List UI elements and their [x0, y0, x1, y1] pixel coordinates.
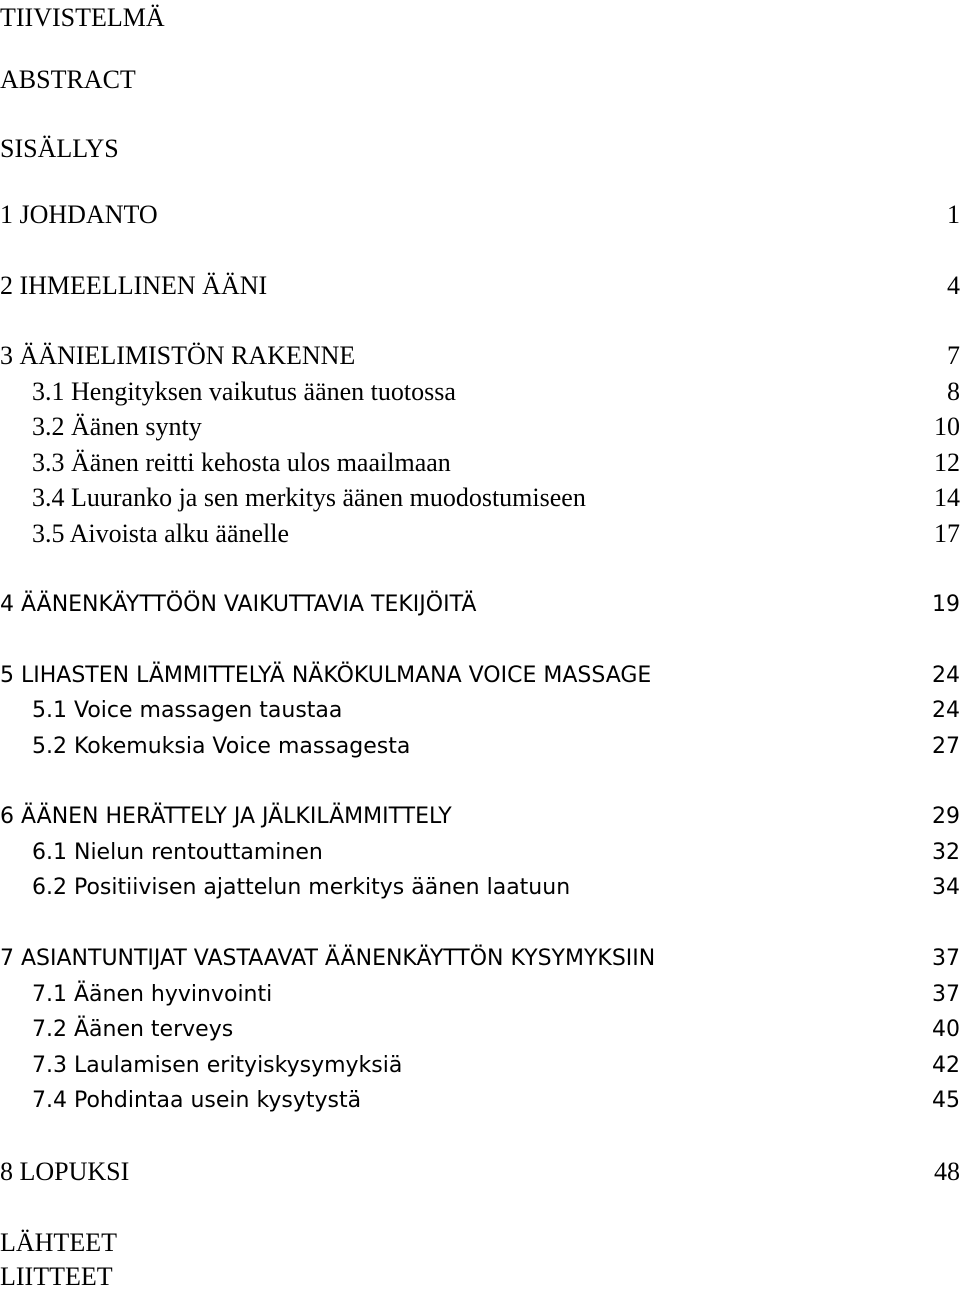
toc-entry-6-2	[0, 872, 960, 904]
toc-entry-page: 32	[932, 840, 960, 865]
toc-entry-label: 3.5 Aivoista alku äänelle	[32, 519, 290, 548]
toc-entry-6-1	[0, 837, 960, 869]
toc-entry-page: 8	[947, 377, 960, 406]
toc-entry-page: 12	[934, 448, 960, 477]
toc-entry-page: 10	[934, 412, 960, 441]
toc-entry-3	[0, 340, 960, 372]
toc-entry-page: 27	[932, 734, 960, 759]
toc-entry-7-3	[0, 1050, 960, 1082]
toc-entry-label: LIITTEET	[0, 1262, 113, 1291]
toc-entry-page: 14	[934, 483, 960, 512]
toc-entry-page: 24	[932, 663, 960, 688]
toc-entry-label: TIIVISTELMÄ	[0, 3, 165, 32]
toc-entry-page: 45	[932, 1088, 960, 1113]
toc-entry-page: 42	[932, 1053, 960, 1078]
toc-entry-label: 2 IHMEELLINEN ÄÄNI	[0, 271, 268, 300]
toc-entry-label: 1 JOHDANTO	[0, 200, 158, 229]
toc-entry-label: 3.1 Hengityksen vaikutus äänen tuotossa	[32, 377, 456, 406]
toc-entry-label: 7.2 Äänen terveys	[32, 1017, 234, 1042]
toc-entry-page: 48	[934, 1157, 960, 1186]
toc-entry-label: 7.3 Laulamisen erityiskysymyksiä	[32, 1053, 403, 1078]
toc-entry-label: 7.4 Pohdintaa usein kysytystä	[32, 1088, 362, 1113]
toc-entry-label: 8 LOPUKSI	[0, 1157, 130, 1186]
toc-entry-label: 6.2 Positiivisen ajattelun merkitys äänen laatuun	[32, 875, 571, 900]
toc-entry-liitteet	[0, 1261, 960, 1293]
toc-entry-tiivistelma	[0, 2, 960, 34]
toc-entry-label: 5.2 Kokemuksia Voice massagesta	[32, 734, 411, 759]
toc-entry-page: 17	[934, 519, 960, 548]
toc-entry-page: 37	[932, 946, 960, 971]
toc-entry-8	[0, 1156, 960, 1188]
toc-entry-page: 37	[932, 982, 960, 1007]
toc-entry-7-1	[0, 979, 960, 1011]
toc-entry-label: SISÄLLYS	[0, 134, 119, 163]
toc-entry-label: 3.4 Luuranko ja sen merkitys äänen muodostumiseen	[32, 483, 586, 512]
toc-entry-4	[0, 589, 960, 621]
toc-entry-5	[0, 660, 960, 692]
toc-entry-page: 34	[932, 875, 960, 900]
toc-entry-label: 6 ÄÄNEN HERÄTTELY JA JÄLKILÄMMITTELY	[0, 804, 452, 829]
toc-entry-label: 4 ÄÄNENKÄYTTÖÖN VAIKUTTAVIA TEKIJÖITÄ	[0, 592, 477, 617]
toc-entry-3-1	[0, 376, 960, 408]
toc-entry-7-4	[0, 1085, 960, 1117]
toc-entry-page: 40	[932, 1017, 960, 1042]
toc-entry-label: 3 ÄÄNIELIMISTÖN RAKENNE	[0, 341, 356, 370]
toc-entry-5-2	[0, 731, 960, 763]
toc-entry-label: 5.1 Voice massagen taustaa	[32, 698, 343, 723]
toc-entry-label: 7 ASIANTUNTIJAT VASTAAVAT ÄÄNENKÄYTTÖN KYSYMYKSIIN	[0, 946, 656, 971]
toc-entry-page: 19	[932, 592, 960, 617]
toc-entry-abstract	[0, 64, 960, 96]
toc-entry-3-3	[0, 447, 960, 479]
toc-entry-label: 7.1 Äänen hyvinvointi	[32, 982, 273, 1007]
toc-entry-page: 1	[947, 200, 960, 229]
toc-entry-2	[0, 270, 960, 302]
toc-entry-label: 3.3 Äänen reitti kehosta ulos maailmaan	[32, 448, 451, 477]
toc-entry-3-5	[0, 518, 960, 550]
toc-entry-7	[0, 943, 960, 975]
toc-entry-lahteet	[0, 1227, 960, 1259]
toc-entry-page: 4	[947, 271, 960, 300]
toc-entry-label: 3.2 Äänen synty	[32, 412, 202, 441]
toc-entry-3-2	[0, 411, 960, 443]
toc-entry-1	[0, 199, 960, 231]
toc-entry-3-4	[0, 482, 960, 514]
toc-entry-7-2	[0, 1014, 960, 1046]
toc-entry-label: 6.1 Nielun rentouttaminen	[32, 840, 323, 865]
toc-entry-page: 29	[932, 804, 960, 829]
toc-entry-5-1	[0, 695, 960, 727]
toc-entry-page: 24	[932, 698, 960, 723]
toc-entry-label: LÄHTEET	[0, 1228, 117, 1257]
toc-entry-6	[0, 801, 960, 833]
toc-entry-label: 5 LIHASTEN LÄMMITTELYÄ NÄKÖKULMANA VOICE MASSAGE	[0, 663, 652, 688]
toc-entry-page: 7	[947, 341, 960, 370]
toc-entry-label: ABSTRACT	[0, 65, 136, 94]
toc-entry-sisallys	[0, 133, 960, 165]
